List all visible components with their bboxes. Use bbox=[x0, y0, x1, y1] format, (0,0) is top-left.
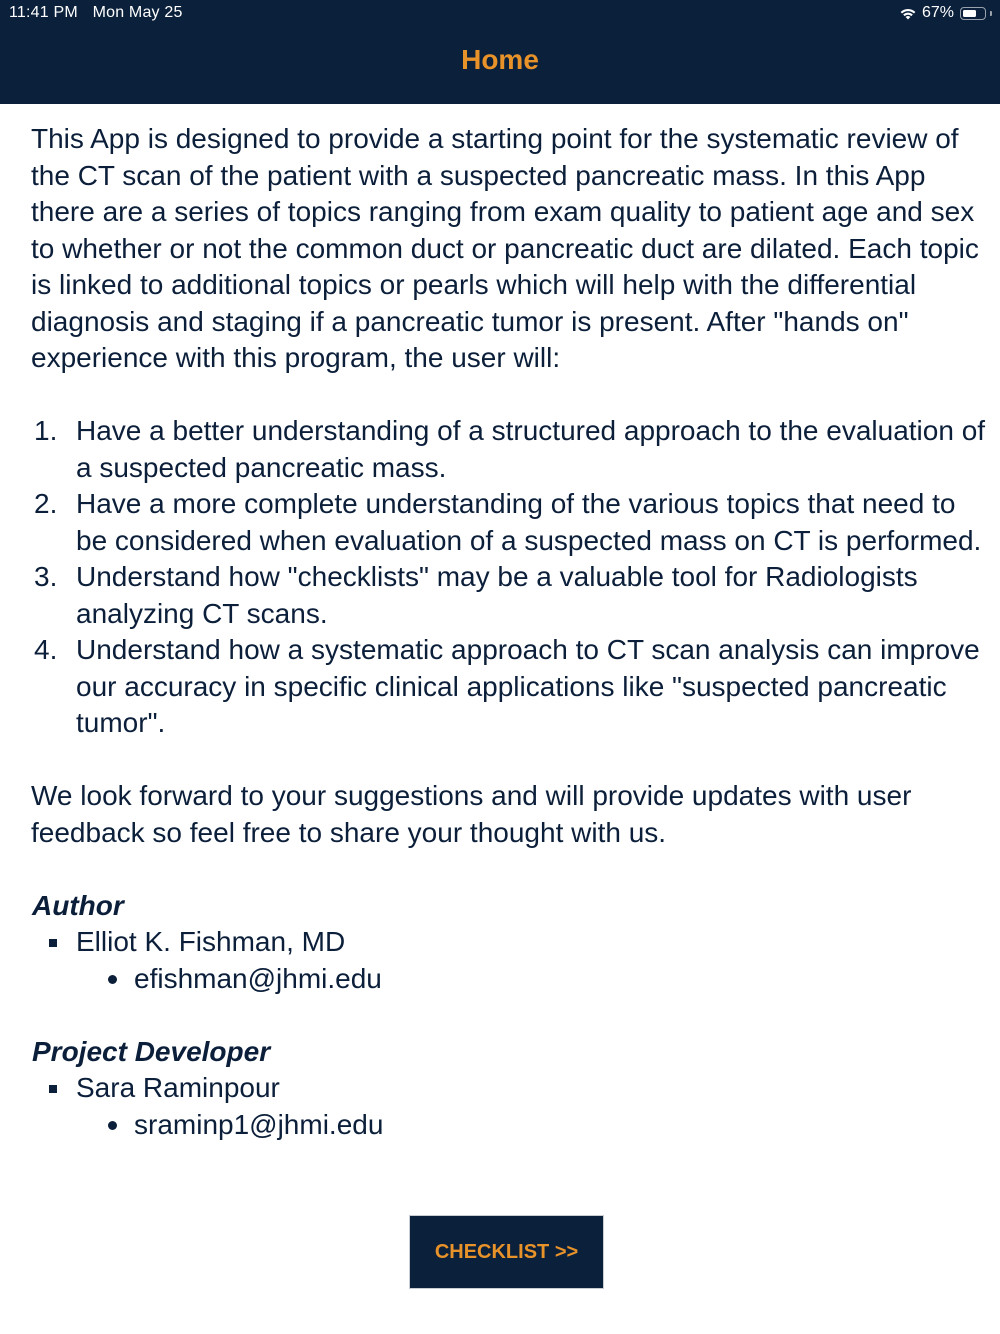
developer-email-item bbox=[31, 1107, 991, 1144]
author-name-item bbox=[31, 924, 991, 961]
bullet-icon bbox=[108, 1121, 117, 1130]
goal-text: Have a more complete understanding of the various topics that need to be considered when evaluation of a suspected mass on CT is performed. bbox=[76, 488, 982, 556]
battery-percent: 67% bbox=[921, 4, 954, 21]
nav-bar bbox=[0, 0, 1000, 104]
author-name: Elliot K. Fishman, MD bbox=[76, 926, 346, 957]
developer-email[interactable]: sraminp1@jhmi.edu bbox=[134, 1108, 384, 1140]
goals-list bbox=[31, 413, 991, 742]
checklist-button[interactable]: CHECKLIST >> bbox=[409, 1215, 604, 1289]
author-email-item bbox=[31, 961, 991, 998]
goal-number: 1. bbox=[34, 415, 58, 446]
goal-item bbox=[31, 632, 991, 742]
goal-text: Understand how "checklists" may be a valuable tool for Radiologists analyzing CT scans. bbox=[76, 561, 918, 629]
status-bar-left bbox=[9, 4, 193, 22]
author-heading: Author bbox=[32, 889, 124, 921]
wifi-icon bbox=[898, 5, 918, 21]
status-time: 11:41 PM bbox=[9, 4, 78, 21]
feedback-paragraph: We look forward to your suggestions and will provide updates with user feedback so feel free to share your thought with us. bbox=[31, 780, 912, 848]
battery-tip bbox=[990, 11, 992, 16]
goal-text: Have a better understanding of a structured approach to the evaluation of a suspected pancreatic mass. bbox=[76, 415, 986, 483]
goal-text: Understand how a systematic approach to CT scan analysis can improve our accuracy in specific clinical applications like "suspected pancreatic tumor". bbox=[76, 634, 980, 738]
bullet-icon bbox=[108, 975, 117, 984]
intro-paragraph: This App is designed to provide a starting point for the systematic review of the CT scan of the patient with a suspected pancreatic mass. In this App there are a series of topics ranging from exam quality to patient age and sex to whether or not the common duct or pancreatic duct are dilated. Each topic is linked to additional topics or pearls which will help with the differential diagnosis and staging if a pancreatic tumor is present. After "hands on" experience with this program, the user will: bbox=[31, 123, 979, 373]
battery-icon bbox=[960, 7, 986, 20]
goal-item bbox=[31, 413, 991, 486]
developer-name-item bbox=[31, 1070, 991, 1107]
square-bullet-icon bbox=[49, 1085, 57, 1093]
status-bar-right bbox=[898, 4, 992, 22]
author-email[interactable]: efishman@jhmi.edu bbox=[134, 962, 382, 994]
page-title: Home bbox=[461, 44, 539, 75]
goal-item bbox=[31, 559, 991, 632]
developer-name: Sara Raminpour bbox=[76, 1072, 280, 1103]
home-content bbox=[31, 121, 991, 1143]
goal-number: 2. bbox=[34, 488, 58, 519]
status-date: Mon May 25 bbox=[92, 4, 183, 21]
developer-heading: Project Developer bbox=[32, 1035, 271, 1067]
goal-number: 3. bbox=[34, 561, 58, 592]
battery-level bbox=[963, 10, 976, 17]
square-bullet-icon bbox=[49, 939, 57, 947]
goal-item bbox=[31, 486, 991, 559]
goal-number: 4. bbox=[34, 634, 58, 665]
